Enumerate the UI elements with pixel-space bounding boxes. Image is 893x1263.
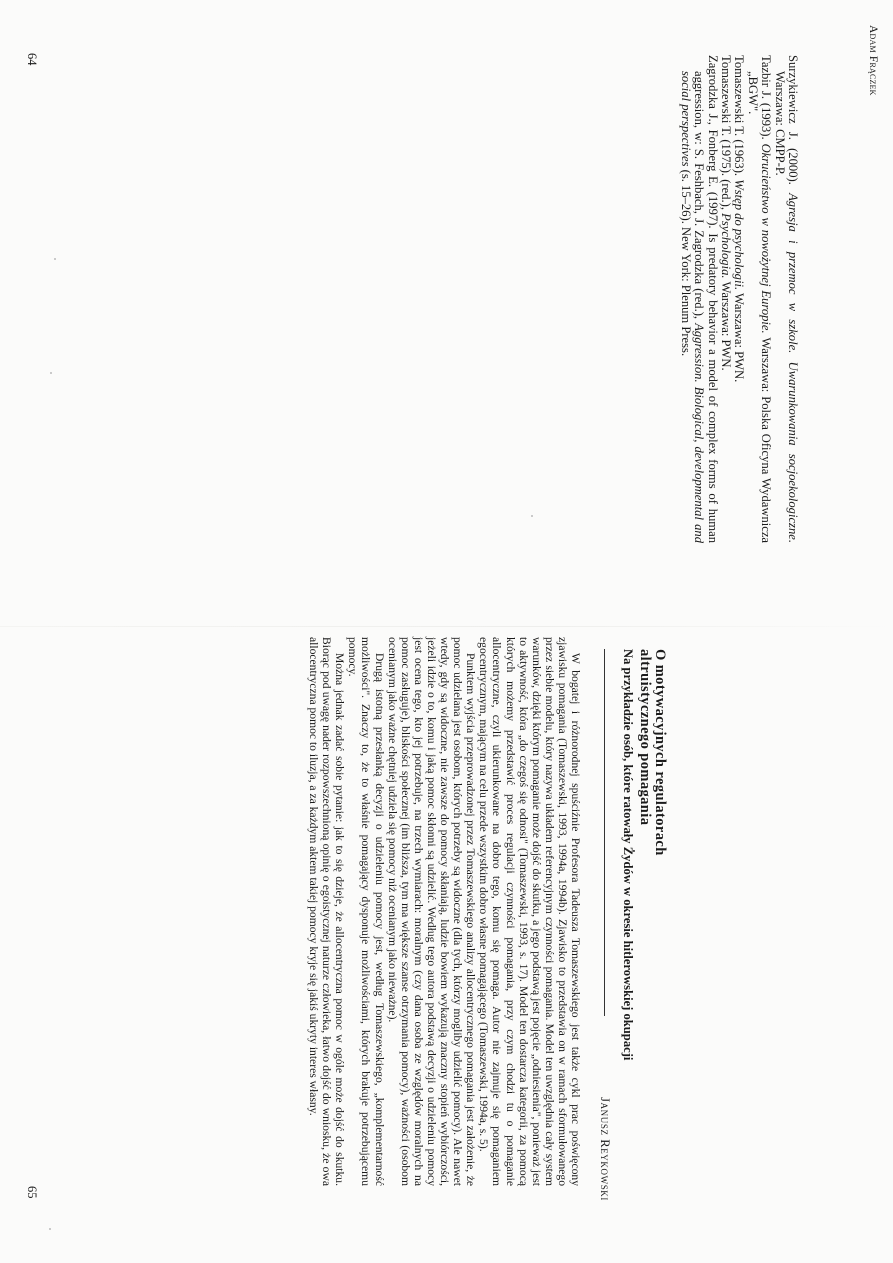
reference-entry: Tomaszewski T. (1975). (red.), Psychologia. Warszawa: PWN.: [718, 55, 733, 371]
article-body: [307, 637, 582, 1186]
article-subtitle: Na przykładzie osób, które ratowały Żydów w okresie hitlerowskiej okupacji: [621, 649, 635, 1061]
author-line: [598, 649, 612, 1201]
scan-speck: [54, 258, 56, 260]
left-page: [0, 0, 893, 631]
scan-speck: [531, 515, 533, 517]
author-rule: [604, 649, 605, 1016]
body-paragraph: Drugą istotną przesłanką decyzji o udzieleniu pomocy jest, według Tomaszewskiego, „komplementarność możliwości". Znaczy to, że to właśnie pomagający dysponuje możliwościami, których brakuje potrzebującemu pomocy.: [346, 637, 386, 1186]
article-title: [621, 649, 667, 1209]
gutter-shadow: [0, 626, 893, 627]
author-name: Janusz Reykowski: [598, 1097, 612, 1201]
page-number: 65: [25, 1186, 39, 1199]
body-paragraph: W bogatej i różnorodnej spuściźnie Profesora Tadeusza Tomaszewskiego jest także cykl prac poświęcony zjawisku pomagania (Tomaszewski, 1993, 1994a, 1994b). Zjawisko to przedstawia on w ramach sformułowanego przez siebie modelu, który nazywa układem referencyjnym czynności pomagania. Model ten uwzględnia cały system warunków, dzięki którym pomaganie może dojść do skutku, a jego podstawą jest pojęcie „odniesienia", ponieważ jest to aktywność, która „do czegoś się odnosi" (Tomaszewski, 1993, s. 17). Model ten dostarcza kategorii, za pomocą których możemy przedstawić proces regulacji czynności pomagania, przy czym chodzi tu o pomaganie allocentryczne, czyli ukierunkowane na dobro tego, komu się pomaga. Autor nie zajmuje się pomaganiem egocentrycznym, mającym na celu przede wszystkim dobro własne pomagającego (Tomaszewski, 1994a, s. 5).: [477, 637, 582, 1186]
scan-speck: [50, 372, 52, 374]
title-line: O motywacyjnych regulatorach: [652, 649, 668, 856]
reference-entry: Tomaszewski T. (1963). Wstęp do psychologii. Warszawa: PWN.: [732, 55, 747, 383]
title-line: altruistycznego pomagania: [637, 649, 653, 826]
reference-list: [678, 55, 799, 543]
running-head: Adam Frączek: [867, 25, 879, 96]
body-paragraph: Można jednak zadać sobie pytanie: jak to się dzieje, że allocentryczna pomoc w ogóle może dojść do skutku. Biorąc pod uwagę nader rozpowszechnioną opinię o egoistycznej naturze człowieka, łatwo dojść do wniosku, że owa allocentryczna pomoc to iluzja, a za każdym aktem takiej pomocy kryje się jakiś ukryty interes własny.: [307, 637, 347, 1186]
reference-entry: Zagrodzka J., Fonberg E. (1997). Is predatory behavior a model of complex forms of human aggression, w: S. Feshbach, J. Zagrodzka (red.), Aggression. Biological, developmental and social perspectives (s. 15–26). New York: Plenum Press.: [678, 55, 720, 543]
scan-speck: [49, 1228, 51, 1230]
reference-entry: Surzykiewicz J. (2000). Agresja i przemoc w szkole. Uwarunkowania socjoekologiczne. Warszawa: CMPP-P.: [772, 55, 800, 543]
right-page: [0, 632, 893, 1263]
reference-entry: Tazbir J. (1993). Okrucieństwo w nowożytnej Europie. Warszawa: Polska Oficyna Wydawnicza „BGW".: [745, 55, 774, 544]
page-number: 64: [25, 53, 39, 66]
body-paragraph: Punktem wyjścia przeprowadzonej przez Tomaszewskiego analizy allocentrycznego pomagania jest założenie, że pomoc udzielana jest osobom, których potrzeby są widoczne (dla tych, którzy mogliby udzielić pomocy). Ale nawet wtedy, gdy są widoczne, nie zawsze do pomocy skłaniają, ludzie bowiem wykazują znaczny stopień wybiórczości, jeżeli idzie o to, komu i jaką pomoc skłonni są udzielić. Według tego autora podstawą decyzji o udzieleniu pomocy jest ocena tego, kto jej potrzebuje, na trzech wymiarach: moralnym (czy dana osoba ze względów moralnych na pomoc zasługuje), bliskości społecznej (im bliższa, tym ma większe szanse otrzymania pomocy), ważności (osobom ocenianym jako ważne chętniej udziela się pomocy niż ocenianym jako nieważne).: [385, 637, 478, 1186]
